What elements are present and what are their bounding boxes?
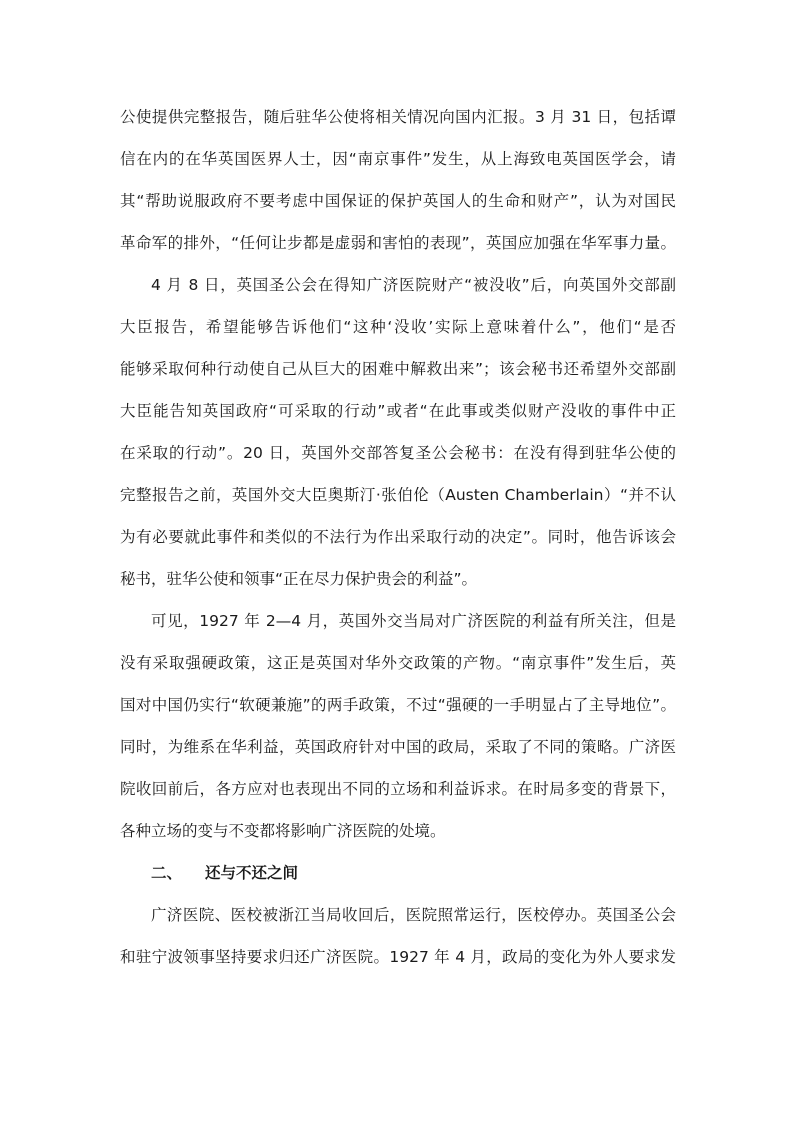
paragraph-line: 没有采取强硬政策，这正是英国对华外交政策的产物。“南京事件”发生后，英: [120, 654, 676, 672]
section-number: 二、: [151, 864, 183, 882]
paragraph-line: 为有必要就此事件和类似的不法行为作出采取行动的决定”。同时，他告诉该会: [120, 528, 676, 546]
paragraph-line: 在采取的行动”。20 日，英国外交部答复圣公会秘书：在没有得到驻华公使的: [120, 444, 676, 462]
paragraph-line: 完整报告之前，英国外交大臣奥斯汀·张伯伦（Austen Chamberlain）“并不认: [120, 486, 676, 504]
paragraph-line: 大臣能告知英国政府“可采取的行动”或者“在此事或类似财产没收的事件中正: [120, 402, 676, 420]
paragraph-line: 可见，1927 年 2—4 月，英国外交当局对广济医院的利益有所关注，但是: [151, 612, 676, 630]
paragraph-line: 秘书，驻华公使和领事“正在尽力保护贵会的利益”。: [120, 570, 478, 588]
paragraph-line: 信在内的在华英国医界人士，因“南京事件”发生，从上海致电英国医学会，请: [120, 150, 676, 168]
section-heading: [151, 863, 298, 883]
paragraph-line: 各种立场的变与不变都将影响广济医院的处境。: [120, 822, 446, 840]
paragraph-line: 同时，为维系在华利益，英国政府针对中国的政局，采取了不同的策略。广济医: [120, 738, 676, 756]
paragraph-line: 4 月 8 日，英国圣公会在得知广济医院财产“被没收”后，向英国外交部副: [151, 276, 676, 294]
section-title: 还与不还之间: [205, 864, 299, 882]
paragraph-line: 院收回前后，各方应对也表现出不同的立场和利益诉求。在时局多变的背景下，: [120, 780, 676, 798]
paragraph-line: 广济医院、医校被浙江当局收回后，医院照常运行，医校停办。英国圣公会: [151, 906, 676, 924]
paragraph-line: 革命军的排外，“任何让步都是虚弱和害怕的表现”，英国应加强在华军事力量。: [120, 234, 676, 252]
paragraph-line: 能够采取何种行动使自己从巨大的困难中解救出来”；该会秘书还希望外交部副: [120, 360, 676, 378]
paragraph-line: 公使提供完整报告，随后驻华公使将相关情况向国内汇报。3 月 31 日，包括谭: [120, 108, 676, 126]
paragraph-line: 大臣报告，希望能够告诉他们“这种‘没收’实际上意味着什么”，他们“是否: [120, 318, 676, 336]
paragraph-line: 和驻宁波领事坚持要求归还广济医院。1927 年 4 月，政局的变化为外人要求发: [120, 948, 676, 966]
paragraph-line: 其“帮助说服政府不要考虑中国保证的保护英国人的生命和财产”，认为对国民: [120, 192, 676, 210]
paragraph-line: 国对中国仍实行“软硬兼施”的两手政策，不过“强硬的一手明显占了主导地位”。: [120, 696, 676, 714]
